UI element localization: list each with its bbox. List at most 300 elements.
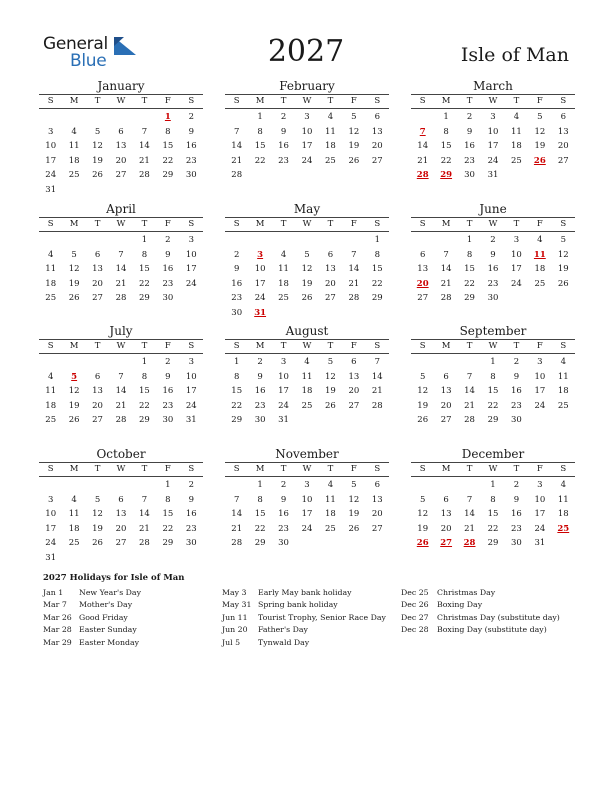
day-cell: 20 xyxy=(440,523,452,534)
day-cell: 18 xyxy=(534,264,546,275)
day-cell: 21 xyxy=(231,155,243,166)
day-cell: 19 xyxy=(557,264,569,275)
day-cell: 29 xyxy=(487,538,499,549)
day-cell: 9 xyxy=(513,371,520,382)
day-cell: 15 xyxy=(139,264,150,275)
day-cell: 7 xyxy=(374,357,380,367)
day-cell: 4 xyxy=(560,480,566,490)
day-cell: 19 xyxy=(325,386,336,397)
weekday-label: M xyxy=(441,341,451,351)
day-cell: 1 xyxy=(257,112,263,122)
day-cell: 16 xyxy=(185,509,197,520)
month-name: July xyxy=(109,324,133,338)
day-cell: 23 xyxy=(511,400,522,411)
day-cell: 6 xyxy=(118,494,124,505)
day-cell: 30 xyxy=(278,538,289,549)
logo-text-blue: Blue xyxy=(70,51,107,71)
day-cell: 20 xyxy=(371,509,383,520)
month-name: November xyxy=(275,447,339,461)
day-cell: 22 xyxy=(487,523,499,534)
day-cell: 18 xyxy=(45,278,57,289)
day-cell: 30 xyxy=(162,293,174,304)
day-cell: 10 xyxy=(278,371,289,382)
holiday-day-cell: 29 xyxy=(440,170,453,181)
day-cell: 3 xyxy=(188,357,194,367)
holiday-name: Tourist Trophy, Senior Race Day xyxy=(258,612,386,622)
holiday-day-cell: 26 xyxy=(533,155,546,166)
day-cell: 21 xyxy=(440,278,452,289)
day-cell: 21 xyxy=(417,155,429,166)
empty-cell xyxy=(62,110,85,125)
day-cell: 21 xyxy=(139,523,150,534)
weekday-header xyxy=(225,339,389,354)
day-cell: 22 xyxy=(231,400,243,411)
day-cell: 12 xyxy=(417,386,429,397)
day-cell: 22 xyxy=(139,278,150,289)
weekday-label: F xyxy=(536,341,543,351)
day-cell: 19 xyxy=(68,278,80,289)
empty-cell xyxy=(109,478,132,493)
holiday-name: Easter Sunday xyxy=(79,625,137,635)
day-cell: 7 xyxy=(118,249,124,260)
holiday-day-cell: 7 xyxy=(419,126,426,137)
day-cell: 23 xyxy=(278,155,289,166)
day-cell: 24 xyxy=(511,278,522,289)
day-cell: 3 xyxy=(537,480,543,490)
weekday-label: F xyxy=(536,96,543,106)
holiday-day-cell: 26 xyxy=(416,538,429,549)
day-cell: 29 xyxy=(139,415,150,426)
day-cell: 17 xyxy=(45,523,57,534)
weekday-label: F xyxy=(164,219,171,229)
day-grid xyxy=(225,354,389,428)
weekday-header xyxy=(39,94,203,109)
holiday-row xyxy=(222,612,386,624)
empty-cell xyxy=(109,233,132,248)
day-cell: 15 xyxy=(162,141,174,152)
day-cell: 27 xyxy=(92,415,103,426)
holiday-day-cell: 3 xyxy=(257,249,264,260)
holiday-row xyxy=(43,637,141,649)
day-cell: 6 xyxy=(118,126,124,137)
day-cell: 10 xyxy=(254,264,266,275)
day-grid xyxy=(411,354,575,428)
day-cell: 22 xyxy=(254,523,266,534)
holiday-row xyxy=(401,587,560,599)
weekday-label: M xyxy=(255,96,265,106)
day-cell: 31 xyxy=(45,552,57,563)
holiday-row xyxy=(43,599,141,611)
day-cell: 7 xyxy=(443,249,449,260)
day-cell: 2 xyxy=(257,357,263,367)
weekday-label: M xyxy=(69,341,79,351)
day-cell: 30 xyxy=(162,415,174,426)
holiday-date: Dec 27 xyxy=(401,612,429,622)
month-may xyxy=(225,202,389,321)
day-cell: 15 xyxy=(440,141,452,152)
day-cell: 22 xyxy=(162,523,174,534)
day-cell: 5 xyxy=(304,249,310,260)
day-cell: 3 xyxy=(490,112,496,122)
month-june xyxy=(411,202,575,306)
day-cell: 5 xyxy=(351,480,357,490)
weekday-header xyxy=(411,339,575,354)
day-cell: 29 xyxy=(254,538,266,549)
day-cell: 15 xyxy=(487,386,499,397)
day-cell: 20 xyxy=(371,141,383,152)
day-cell: 16 xyxy=(464,141,475,152)
weekday-label: T xyxy=(466,96,473,106)
day-cell: 12 xyxy=(68,386,80,397)
weekday-header xyxy=(411,462,575,477)
day-cell: 14 xyxy=(115,264,127,275)
day-cell: 17 xyxy=(278,386,289,397)
weekday-label: T xyxy=(327,464,334,474)
month-october xyxy=(39,447,203,566)
day-cell: 13 xyxy=(371,126,383,137)
day-cell: 20 xyxy=(92,400,103,411)
day-cell: 14 xyxy=(139,141,150,152)
day-cell: 18 xyxy=(557,509,569,520)
holiday-day-cell: 25 xyxy=(557,523,570,534)
day-cell: 22 xyxy=(487,400,499,411)
country-name: Isle of Man xyxy=(460,44,569,66)
day-cell: 6 xyxy=(94,371,101,382)
empty-cell xyxy=(458,478,481,493)
day-cell: 7 xyxy=(351,249,357,260)
weekday-label: S xyxy=(233,219,240,229)
day-cell: 2 xyxy=(513,357,520,367)
day-cell: 17 xyxy=(534,509,546,520)
day-cell: 10 xyxy=(534,494,546,505)
day-cell: 5 xyxy=(537,112,543,122)
day-cell: 8 xyxy=(490,371,496,382)
empty-cell xyxy=(225,110,248,125)
holiday-day-cell: 31 xyxy=(254,307,267,318)
day-cell: 21 xyxy=(231,523,243,534)
day-cell: 9 xyxy=(188,126,194,137)
weekday-label: T xyxy=(513,219,520,229)
holiday-name: Early May bank holiday xyxy=(258,588,352,597)
day-cell: 4 xyxy=(327,112,334,122)
holiday-column xyxy=(43,587,141,649)
weekday-label: T xyxy=(466,341,473,351)
holiday-day-cell: 11 xyxy=(533,249,546,260)
day-cell: 16 xyxy=(162,386,174,397)
day-cell: 30 xyxy=(511,415,522,426)
day-cell: 23 xyxy=(487,278,499,289)
month-july xyxy=(39,324,203,428)
day-cell: 16 xyxy=(511,386,522,397)
day-cell: 8 xyxy=(490,494,496,505)
weekday-label: W xyxy=(116,96,126,106)
day-cell: 23 xyxy=(162,400,174,411)
day-grid xyxy=(39,232,203,306)
day-cell: 16 xyxy=(162,264,174,275)
weekday-label: T xyxy=(466,464,473,474)
day-cell: 21 xyxy=(371,386,383,397)
day-cell: 10 xyxy=(185,371,197,382)
weekday-label: T xyxy=(513,341,520,351)
day-cell: 19 xyxy=(92,523,103,534)
day-cell: 19 xyxy=(417,523,429,534)
day-cell: 17 xyxy=(185,386,197,397)
day-cell: 4 xyxy=(513,112,520,122)
day-cell: 28 xyxy=(464,415,475,426)
day-cell: 14 xyxy=(115,386,127,397)
weekday-label: S xyxy=(188,219,195,229)
day-cell: 2 xyxy=(280,480,287,490)
day-cell: 21 xyxy=(464,400,475,411)
holiday-row xyxy=(43,612,141,624)
holiday-date: Dec 26 xyxy=(401,600,429,610)
day-grid xyxy=(39,477,203,566)
day-cell: 17 xyxy=(511,264,522,275)
day-cell: 25 xyxy=(68,538,80,549)
day-cell: 9 xyxy=(165,249,171,260)
day-cell: 7 xyxy=(466,494,473,505)
day-cell: 2 xyxy=(188,112,194,122)
day-cell: 25 xyxy=(45,415,57,426)
day-cell: 15 xyxy=(254,141,266,152)
holiday-date: Jun 20 xyxy=(222,625,248,635)
month-name: September xyxy=(459,324,527,338)
holiday-column xyxy=(401,587,560,637)
day-cell: 17 xyxy=(534,386,546,397)
month-name: March xyxy=(473,79,513,93)
month-april xyxy=(39,202,203,306)
weekday-header xyxy=(411,217,575,232)
day-cell: 30 xyxy=(464,170,475,181)
day-cell: 3 xyxy=(304,112,310,122)
day-cell: 4 xyxy=(280,249,287,260)
day-grid xyxy=(411,109,575,183)
month-august xyxy=(225,324,389,428)
day-cell: 8 xyxy=(374,249,380,260)
day-cell: 4 xyxy=(327,480,334,490)
day-cell: 12 xyxy=(68,264,80,275)
day-cell: 11 xyxy=(68,141,80,152)
weekday-header xyxy=(225,462,389,477)
day-cell: 8 xyxy=(165,494,171,505)
day-cell: 10 xyxy=(185,249,197,260)
holiday-row xyxy=(222,587,386,599)
month-name: August xyxy=(285,324,329,338)
day-cell: 12 xyxy=(348,126,360,137)
day-cell: 9 xyxy=(280,494,287,505)
month-february xyxy=(225,79,389,183)
day-cell: 25 xyxy=(511,155,522,166)
day-cell: 29 xyxy=(139,293,150,304)
weekday-label: T xyxy=(141,219,148,229)
holiday-date: Mar 26 xyxy=(43,612,72,622)
day-cell: 19 xyxy=(348,509,360,520)
weekday-label: W xyxy=(488,341,498,351)
month-name: February xyxy=(279,79,335,93)
weekday-label: S xyxy=(47,219,54,229)
day-cell: 3 xyxy=(304,480,310,490)
day-cell: 9 xyxy=(490,249,496,260)
weekday-label: T xyxy=(466,219,473,229)
day-cell: 25 xyxy=(325,155,336,166)
day-cell: 14 xyxy=(231,141,243,152)
day-cell: 27 xyxy=(115,170,127,181)
day-cell: 23 xyxy=(185,155,197,166)
empty-cell xyxy=(39,478,62,493)
day-cell: 1 xyxy=(490,357,496,367)
day-cell: 13 xyxy=(348,371,360,382)
weekday-header xyxy=(39,462,203,477)
day-cell: 6 xyxy=(420,249,426,260)
day-cell: 4 xyxy=(537,235,543,245)
day-cell: 16 xyxy=(511,509,522,520)
day-cell: 9 xyxy=(257,371,263,382)
day-cell: 29 xyxy=(464,293,475,304)
day-cell: 11 xyxy=(278,264,289,275)
empty-cell xyxy=(39,110,62,125)
day-cell: 10 xyxy=(301,494,313,505)
day-cell: 13 xyxy=(440,386,452,397)
day-cell: 28 xyxy=(440,293,452,304)
month-name: January xyxy=(97,79,145,93)
holiday-name: Father's Day xyxy=(258,625,308,635)
day-cell: 27 xyxy=(417,293,429,304)
day-cell: 29 xyxy=(371,293,383,304)
day-cell: 1 xyxy=(257,480,263,490)
day-cell: 5 xyxy=(94,494,101,505)
weekday-label: M xyxy=(441,96,451,106)
day-cell: 6 xyxy=(327,249,334,260)
weekday-label: S xyxy=(47,96,54,106)
day-cell: 28 xyxy=(115,293,127,304)
empty-cell xyxy=(109,110,132,125)
empty-cell xyxy=(39,233,62,248)
day-cell: 10 xyxy=(45,141,57,152)
day-cell: 12 xyxy=(92,509,103,520)
weekday-label: T xyxy=(141,464,148,474)
weekday-label: S xyxy=(560,464,567,474)
holiday-name: Boxing Day xyxy=(437,600,483,610)
day-cell: 28 xyxy=(348,293,360,304)
day-cell: 27 xyxy=(371,155,383,166)
day-cell: 5 xyxy=(351,112,357,122)
day-cell: 2 xyxy=(513,480,520,490)
day-cell: 1 xyxy=(374,235,380,245)
day-cell: 17 xyxy=(301,141,313,152)
day-cell: 27 xyxy=(440,415,452,426)
day-grid xyxy=(411,232,575,306)
holiday-day-cell: 27 xyxy=(440,538,453,549)
day-cell: 3 xyxy=(48,494,54,505)
day-cell: 24 xyxy=(185,400,197,411)
weekday-label: W xyxy=(302,96,312,106)
day-cell: 7 xyxy=(234,126,240,137)
month-name: December xyxy=(461,447,525,461)
day-cell: 15 xyxy=(162,509,174,520)
holiday-name: New Year's Day xyxy=(79,588,141,597)
weekday-header xyxy=(225,217,389,232)
day-cell: 18 xyxy=(68,523,80,534)
day-cell: 23 xyxy=(464,155,475,166)
weekday-label: M xyxy=(255,464,265,474)
holiday-date: Jul 5 xyxy=(222,637,241,647)
weekday-label: T xyxy=(327,219,334,229)
day-cell: 12 xyxy=(348,494,360,505)
weekday-header xyxy=(411,94,575,109)
holiday-name: Tynwald Day xyxy=(258,637,310,647)
holiday-date: Dec 28 xyxy=(401,625,429,635)
day-cell: 26 xyxy=(348,155,360,166)
day-cell: 6 xyxy=(94,249,101,260)
day-cell: 22 xyxy=(440,155,452,166)
day-cell: 13 xyxy=(115,141,127,152)
day-cell: 3 xyxy=(280,357,287,367)
day-cell: 13 xyxy=(417,264,429,275)
empty-cell xyxy=(225,233,248,248)
day-cell: 9 xyxy=(234,264,240,275)
day-cell: 30 xyxy=(511,538,522,549)
day-cell: 21 xyxy=(348,278,360,289)
day-cell: 14 xyxy=(139,509,150,520)
day-cell: 7 xyxy=(141,126,148,137)
day-cell: 11 xyxy=(45,264,57,275)
holiday-name: Good Friday xyxy=(79,612,128,622)
month-name: June xyxy=(479,202,507,216)
day-cell: 30 xyxy=(185,538,197,549)
day-cell: 23 xyxy=(185,523,197,534)
day-cell: 4 xyxy=(71,126,77,137)
day-cell: 2 xyxy=(165,235,171,245)
empty-cell xyxy=(272,233,295,248)
empty-cell xyxy=(411,233,434,248)
day-cell: 6 xyxy=(351,357,357,367)
day-cell: 14 xyxy=(464,509,475,520)
day-cell: 2 xyxy=(490,235,496,245)
day-cell: 20 xyxy=(92,278,103,289)
weekday-label: T xyxy=(280,219,287,229)
day-cell: 8 xyxy=(165,126,171,137)
day-cell: 29 xyxy=(231,415,243,426)
weekday-label: M xyxy=(255,219,265,229)
day-cell: 1 xyxy=(234,357,240,367)
day-cell: 3 xyxy=(48,126,54,137)
weekday-label: S xyxy=(374,219,381,229)
day-cell: 14 xyxy=(371,371,383,382)
month-january xyxy=(39,79,203,198)
day-cell: 14 xyxy=(348,264,360,275)
day-cell: 1 xyxy=(141,235,148,245)
weekday-label: T xyxy=(280,341,287,351)
day-cell: 22 xyxy=(464,278,475,289)
day-cell: 6 xyxy=(374,480,380,490)
page-title-year: 2027 xyxy=(267,34,345,69)
weekday-label: T xyxy=(280,464,287,474)
holiday-row xyxy=(401,624,560,636)
day-cell: 24 xyxy=(254,293,266,304)
day-cell: 21 xyxy=(115,400,127,411)
day-cell: 11 xyxy=(511,126,522,137)
day-cell: 7 xyxy=(466,371,473,382)
month-march xyxy=(411,79,575,183)
weekday-label: T xyxy=(280,96,287,106)
weekday-label: T xyxy=(141,341,148,351)
day-cell: 15 xyxy=(487,509,499,520)
holiday-date: Jan 1 xyxy=(43,588,64,597)
weekday-label: W xyxy=(302,464,312,474)
day-cell: 30 xyxy=(487,293,499,304)
weekday-label: W xyxy=(488,219,498,229)
day-grid xyxy=(225,232,389,321)
